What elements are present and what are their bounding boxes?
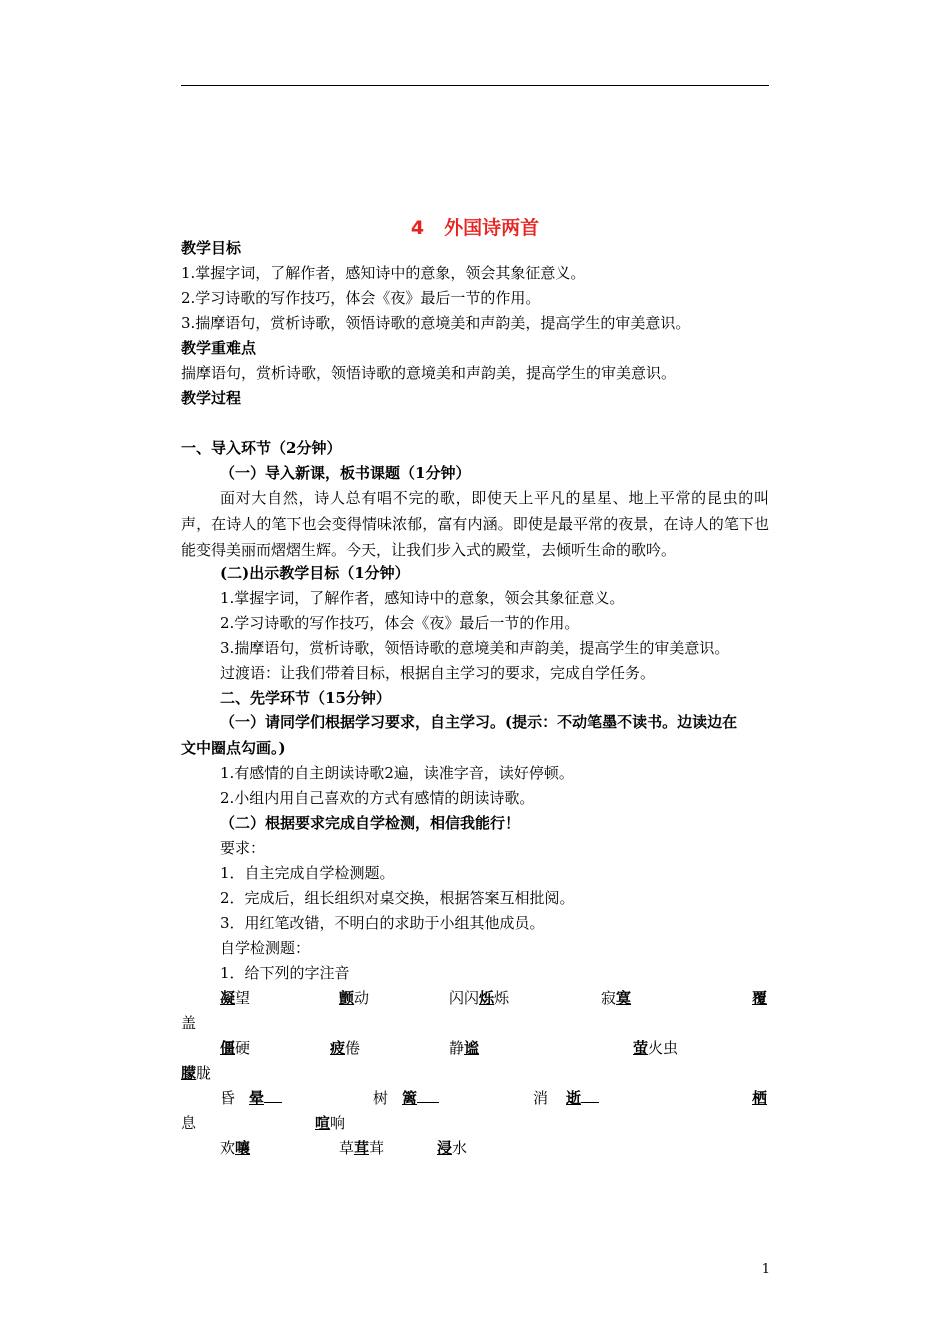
goals-heading: 教学目标 xyxy=(181,239,242,257)
requirements-label: 要求： xyxy=(220,839,266,857)
word-12: 树 篱 xyxy=(373,1088,439,1108)
section-2a-line1: （一）请同学们根据学习要求，自主学习。(提示：不动笔墨不读书。边读边在 xyxy=(220,713,738,731)
word-1: 凝望 xyxy=(220,989,251,1007)
goal-repeat-2: 2.学习诗歌的写作技巧，体会《夜》最后一节的作用。 xyxy=(220,614,580,632)
word-14-tail: 息 xyxy=(181,1114,197,1132)
goal-2: 2.学习诗歌的写作技巧，体会《夜》最后一节的作用。 xyxy=(181,289,541,307)
section-1-heading: 一、导入环节（2分钟） xyxy=(181,439,342,457)
word-16: 欢嚷 xyxy=(220,1139,251,1157)
requirement-3: 3．用红笔改错，不明白的求助于小组其他成员。 xyxy=(220,914,545,932)
page-title xyxy=(0,213,950,240)
goal-repeat-3: 3.揣摩语句，赏析诗歌，领悟诗歌的意境美和声韵美，提高学生的审美意识。 xyxy=(220,639,730,657)
header-rule xyxy=(181,85,769,86)
page-number: 1 xyxy=(761,1262,770,1277)
section-1b-heading: (二)出示教学目标（1分钟） xyxy=(220,564,410,582)
study-item-1: 1.有感情的自主朗读诗歌2遍，读准字音，读好停顿。 xyxy=(220,764,574,782)
study-item-2: 2.小组内用自己喜欢的方式有感情的朗读诗歌。 xyxy=(220,789,535,807)
intro-paragraph: 面对大自然，诗人总有唱不完的歌，即使天上平凡的星星、地上平常的昆虫的叫声，在诗人的笔下也会变得情味浓郁，富有内涵。即使是最平常的夜景，在诗人的笔下也能变得美丽而熠熠生辉。今天，让我们步入式的殿堂，去倾听生命的歌吟。 xyxy=(181,489,769,559)
test-label: 自学检测题： xyxy=(220,939,311,957)
word-14: 栖 xyxy=(752,1089,768,1107)
word-3: 闪闪烁烁 xyxy=(449,989,510,1007)
word-5-tail: 盖 xyxy=(181,1014,197,1032)
lesson-number: 4 xyxy=(410,217,425,239)
question-1: 1．给下列的字注音 xyxy=(220,964,350,982)
goal-1: 1.掌握字词，了解作者，感知诗中的意象，领会其象征意义。 xyxy=(181,264,586,282)
key-text: 揣摩语句，赏析诗歌，领悟诗歌的意境美和声韵美，提高学生的审美意识。 xyxy=(181,364,677,382)
section-1a-heading: （一）导入新课，板书课题（1分钟） xyxy=(220,464,471,482)
process-heading: 教学过程 xyxy=(181,389,242,407)
section-2-heading: 二、先学环节（15分钟） xyxy=(220,689,391,707)
requirement-1: 1．自主完成自学检测题。 xyxy=(220,864,395,882)
word-6: 僵硬 xyxy=(220,1039,251,1057)
word-8: 静谧 xyxy=(449,1039,480,1057)
lesson-title: 外国诗两首 xyxy=(444,217,540,239)
goal-repeat-1: 1.掌握字词，了解作者，感知诗中的意象，领会其象征意义。 xyxy=(220,589,625,607)
word-9: 萤火虫 xyxy=(633,1039,679,1057)
word-17: 草茸茸 xyxy=(339,1139,385,1157)
word-2: 颤动 xyxy=(339,989,370,1007)
section-2b-heading: （二）根据要求完成自学检测，相信我能行！ xyxy=(220,814,521,832)
word-10: 朦胧 xyxy=(181,1064,212,1082)
goal-3: 3.揣摩语句，赏析诗歌，领悟诗歌的意境美和声韵美，提高学生的审美意识。 xyxy=(181,314,691,332)
word-4: 寂寞 xyxy=(601,989,632,1007)
transition-text: 过渡语：让我们带着目标，根据自主学习的要求，完成自学任务。 xyxy=(220,664,656,682)
key-heading: 教学重难点 xyxy=(181,339,257,357)
word-18: 浸水 xyxy=(437,1139,468,1157)
word-11: 昏 晕 xyxy=(220,1088,282,1108)
requirement-2: 2．完成后，组长组织对桌交换，根据答案互相批阅。 xyxy=(220,889,575,907)
section-2a-line2: 文中圈点勾画。) xyxy=(181,739,286,757)
word-15: 喧响 xyxy=(315,1114,346,1132)
word-7: 疲倦 xyxy=(330,1039,361,1057)
word-5: 覆 xyxy=(752,989,768,1007)
word-13: 消 逝 xyxy=(533,1088,599,1108)
